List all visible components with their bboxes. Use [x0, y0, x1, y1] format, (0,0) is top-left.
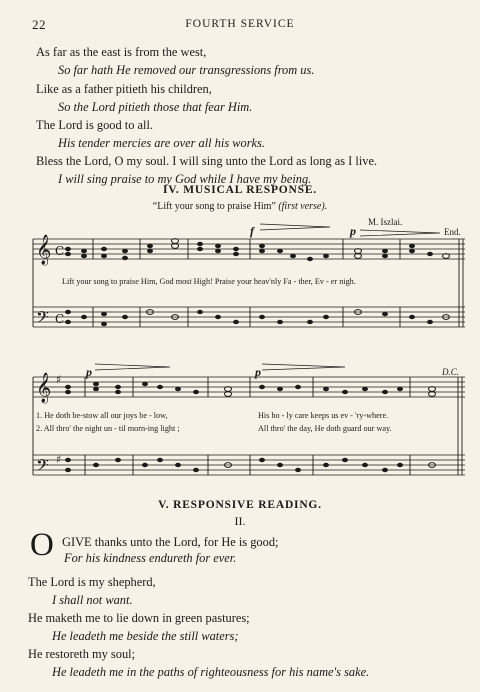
composer-credit: M. Iszlai.: [368, 217, 403, 227]
sharp-icon: ♯: [56, 453, 62, 466]
lyrics-verse-2-b: All thro' the day, He doth guard our way.: [258, 424, 392, 433]
reading-first-response: For his kindness endureth for ever.: [64, 551, 237, 565]
psalm-response: His tender mercies are over all his works.: [58, 136, 265, 150]
psalm-line: Bless the Lord, O my soul. I will sing unto the Lord as long as I live.: [36, 154, 378, 168]
section-title: FOURTH SERVICE: [185, 18, 295, 30]
sharp-icon: ♯: [56, 373, 62, 386]
reading-first-line: GIVE thanks unto the Lord, for He is good;: [62, 535, 279, 549]
clefs: [36, 234, 64, 479]
musical-response-heading: IV. MUSICAL RESPONSE.: [163, 184, 317, 196]
noteheads: [65, 239, 450, 473]
psalm-response: So the Lord pitieth those that fear Him.: [58, 100, 253, 114]
reading-response: He leadeth me in the paths of righteousness for his name's sake.: [52, 665, 370, 679]
end-mark: End.: [444, 227, 461, 237]
page-number: 22: [32, 17, 46, 32]
lyrics-verse-1-a: 1. He doth be-stow all our joys be - low,: [36, 411, 168, 420]
responsive-reading-heading: V. RESPONSIVE READING.: [158, 499, 322, 511]
hairpins: [95, 224, 440, 370]
reading-number: II.: [234, 514, 246, 528]
reading-line: He restoreth my soul;: [28, 647, 136, 661]
reading-response: I shall not want.: [52, 593, 133, 607]
psalm-response: So far hath He removed our transgressions from us.: [58, 63, 315, 77]
reading-line: The Lord is my shepherd,: [28, 575, 156, 589]
treble-clef-icon: 𝄞: [36, 373, 52, 403]
bass-clef-icon: 𝄢: [36, 307, 49, 331]
psalm-line: Like as a father pitieth his children,: [36, 82, 212, 96]
dc-mark: D.C.: [442, 367, 460, 377]
bass-clef-icon: 𝄢: [36, 455, 49, 479]
dynamic-piano: p: [350, 224, 356, 238]
treble-clef-icon: 𝄞: [36, 235, 52, 265]
dynamic-forte: f: [250, 224, 254, 238]
psalm-line: As far as the east is from the west,: [36, 45, 207, 59]
dynamic-piano: p: [86, 365, 92, 379]
dynamic-piano: p: [255, 365, 261, 379]
drop-cap: O: [30, 527, 54, 563]
psalm-response: I will sing praise to my God while I have my being.: [58, 172, 312, 186]
verse-note: (first verse).: [278, 201, 328, 212]
reading-line: He maketh me to lie down in green pastures;: [28, 611, 250, 625]
psalm-line: The Lord is good to all.: [36, 118, 154, 132]
lyrics-verse-1-b: His ho - ly care keeps us ev - 'ry-where.: [258, 411, 389, 420]
common-time-icon: C: [55, 312, 65, 326]
lyrics-line-1: Lift your song to praise Him, God most High! Praise your heav'nly Fa - ther, Ev - er nigh.: [62, 277, 356, 286]
reading-response: He leadeth me beside the still waters;: [52, 629, 239, 643]
song-title: “Lift your song to praise Him”: [152, 201, 276, 212]
lyrics-verse-2-a: 2. All thro' the night un - til morn-ing light ;: [36, 424, 180, 433]
common-time-icon: C: [55, 244, 65, 258]
